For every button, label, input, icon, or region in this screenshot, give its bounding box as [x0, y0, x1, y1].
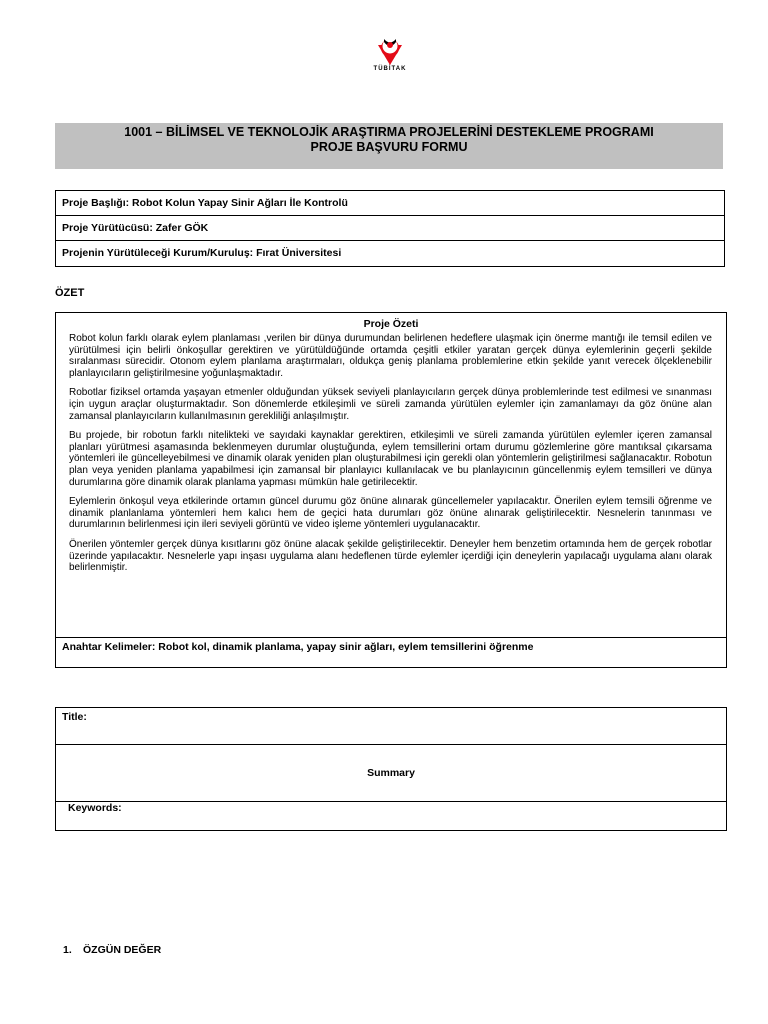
english-summary-row: Summary	[56, 745, 726, 802]
project-executor-row: Proje Yürütücüsü: Zafer GÖK	[56, 216, 724, 241]
summary-paragraph: Eylemlerin önkoşul veya etkilerinde ortamın güncel durumu göz önüne alınarak güncellemeler yapılacaktır. Önerilen eylem temsili öğrenme ve dinamik planlanlama yöntemleri hem kalıcı hem de geçici hata durumları göz önüne alınarak geliştirilecektir. Nesnelerin tanınması ve durumlarının belirlenmesi için ileri seviyeli görüntü ve video işleme yöntemleri uygulanacaktır.	[69, 496, 712, 531]
section-heading-ozgun-deger	[63, 944, 161, 956]
english-summary-box	[55, 707, 727, 831]
summary-box-title: Proje Özeti	[363, 318, 419, 330]
program-banner	[55, 123, 723, 169]
project-info-table	[55, 190, 725, 267]
banner-line-2: PROJE BAŞVURU FORMU	[310, 140, 468, 154]
section-title: ÖZGÜN DEĞER	[83, 944, 162, 956]
summary-paragraph: Önerilen yöntemler gerçek dünya kısıtlarını göz önüne alacak şekilde geliştirilecektir. Deneyler hem benzetim ortamında hem de gerçek robotlar üzerinde yapılacaktır. Nesnelerle yapı inşası uygulama alanı hedeflenen türde eylemler içerdiği için deneylerin yapılacağı uygulama alanı olarak belirlenmiştir.	[69, 538, 712, 574]
ozet-section-label: ÖZET	[55, 287, 85, 299]
project-institution-row: Projenin Yürütüleceği Kurum/Kuruluş: Fırat Üniversitesi	[62, 247, 342, 259]
summary-paragraph: Bu projede, bir robotun farklı nitelikteki ve sayıdaki kaynaklar gerektiren, etkileşimli ve süreli zamanda yürütülen eylemler içeren zamansal planları yürütmesi aşamasında beklenmeyen durumlar oluştuğunda, eylem temsillerini ortam durumu gözlemlerine göre mantıksal çıkarsama yöntemleri ile güncelleyebilmesi ve dinamik olarak yeniden plan oluşturabilmesi için gerekli olan yöntemlerin geliştirilmesi sağlanacaktır. Robotun plan veya yeniden planlama yapabilmesi için zamansal bir planlayıcı kullanılacak ve bu planlayıcının güncellenmiş eylem temsilleri ve dünya durumlarına göre dinamik olarak planlama yapması mümkün hale getirilecektir.	[69, 430, 712, 488]
project-summary-box	[55, 312, 727, 668]
english-keywords-label: Keywords:	[68, 802, 122, 814]
project-title-row: Proje Başlığı: Robot Kolun Yapay Sinir Ağları İle Kontrolü	[56, 191, 724, 216]
logo-text: TÜBİTAK	[373, 66, 407, 72]
keywords-row: Anahtar Kelimeler: Robot kol, dinamik planlama, yapay sinir ağları, eylem temsillerini öğrenme	[56, 637, 726, 667]
banner-line-1: 1001 – BİLİMSEL VE TEKNOLOJİK ARAŞTIRMA PROJELERİNİ DESTEKLEME PROGRAMI	[124, 125, 654, 139]
summary-body	[69, 333, 712, 649]
section-number: 1.	[63, 944, 72, 956]
summary-paragraph: Robot kolun farklı olarak eylem planlaması ,verilen bir dünya durumundan belirlenen hedeflere ulaşmak için önerme mantığı ile temsil edilen ve yürütülmesi için belirli önkoşullar gerektiren ve yürütüldüğünde ortamda çeşitli etkiler yaratan gerçek dünya eylemlerinin geçerli şekilde sıralanması sürecidir. Otonom eylem planlama araştırmaları, oldukça geniş planlama problemlerine etkin şekilde yanıt verecek ölçeklenebilir planlayıcıların geliştirilmesine yoğunlaşmaktadır.	[69, 333, 712, 379]
summary-paragraph: Robotlar fiziksel ortamda yaşayan etmenler olduğundan yüksek seviyeli planlayıcıların gerçek dünya problemlerinde test edilmesi ve sınanması için uygun araçlar oluşturmaktadır. Son dönemlerde etkileşimli ve süreli zamanda yürütülen eylemler için zamanlamayı da göz önüne alan zamansal planlayıcıların kullanılmasının gerekliliği anlaşılmıştır.	[69, 387, 712, 422]
english-title-row: Title:	[56, 708, 726, 745]
tubitak-logo	[362, 36, 418, 84]
tubitak-emblem-icon	[375, 36, 405, 66]
